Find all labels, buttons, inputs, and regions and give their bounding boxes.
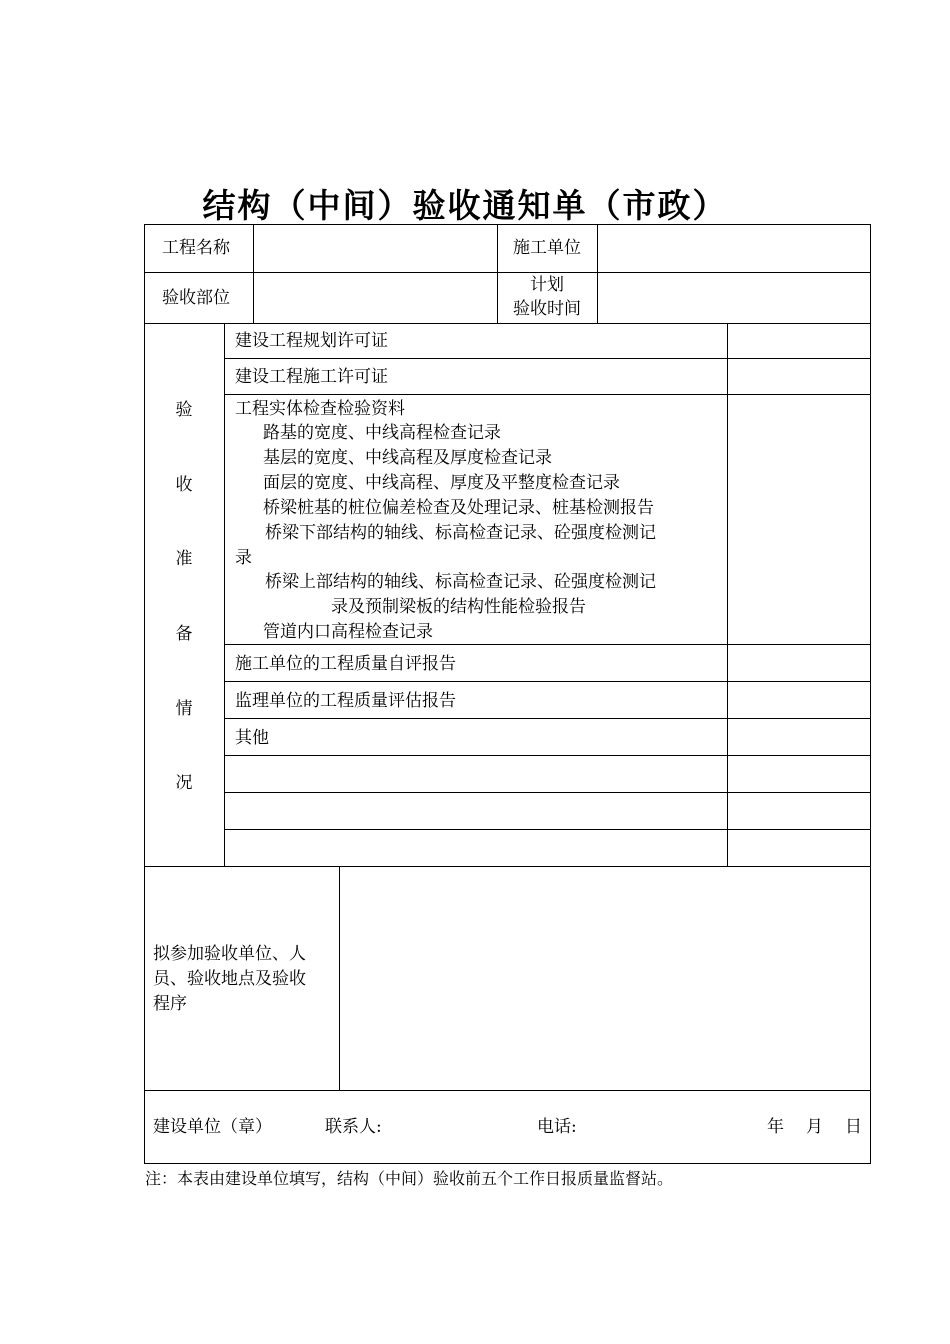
item-inspection-heading: 工程实体检查检验资料 <box>235 399 405 419</box>
inspection-line: 桥梁下部结构的轴线、标高检查记录、砼强度检测记 <box>265 523 656 543</box>
row-divider <box>144 1090 871 1091</box>
prep-side-label-char: 况 <box>175 773 193 793</box>
prep-side-label-char: 收 <box>175 475 193 495</box>
contractor-label: 施工单位 <box>513 238 581 258</box>
planned-time-label-line2: 验收时间 <box>513 299 581 319</box>
acceptance-part-label: 验收部位 <box>162 288 230 308</box>
inspection-line: 管道内口高程检查记录 <box>263 622 433 642</box>
acceptance-part-field[interactable] <box>254 273 497 323</box>
item-supervision-eval: 监理单位的工程质量评估报告 <box>235 691 456 711</box>
footnote: 注：本表由建设单位填写，结构（中间）验收前五个工作日报质量监督站。 <box>145 1169 674 1188</box>
blank-row[interactable] <box>225 756 870 792</box>
participants-label-line: 程序 <box>153 994 187 1014</box>
inspection-line: 面层的宽度、中线高程、厚度及平整度检查记录 <box>263 473 620 493</box>
blank-row[interactable] <box>225 830 870 866</box>
planned-time-field[interactable] <box>598 273 870 323</box>
owner-label: 建设单位（章） <box>153 1117 272 1137</box>
prep-side-label-char: 验 <box>175 400 193 420</box>
item-construction-permit: 建设工程施工许可证 <box>235 367 388 387</box>
item-other: 其他 <box>235 728 269 748</box>
contact-label: 联系人: <box>325 1117 382 1137</box>
inspection-line: 路基的宽度、中线高程检查记录 <box>263 423 501 443</box>
check-cell[interactable] <box>728 645 870 681</box>
inspection-line: 基层的宽度、中线高程及厚度检查记录 <box>263 448 552 468</box>
day-label: 日 <box>845 1117 862 1137</box>
year-label: 年 <box>767 1117 784 1137</box>
check-cell[interactable] <box>728 359 870 394</box>
check-cell[interactable] <box>728 324 870 358</box>
prep-side-label-char: 备 <box>175 624 193 644</box>
phone-label: 电话: <box>537 1117 577 1137</box>
prep-side-label-char: 情 <box>175 699 193 719</box>
prep-side-label-char: 准 <box>175 549 193 569</box>
blank-row[interactable] <box>225 793 870 829</box>
participants-field[interactable] <box>340 867 870 1090</box>
inspection-line: 录 <box>235 548 252 568</box>
check-cell[interactable] <box>728 719 870 755</box>
participants-label-line: 拟参加验收单位、人 <box>153 944 306 964</box>
item-planning-permit: 建设工程规划许可证 <box>235 331 388 351</box>
month-label: 月 <box>806 1117 823 1137</box>
check-cell[interactable] <box>728 395 870 644</box>
check-cell[interactable] <box>728 682 870 718</box>
inspection-line: 桥梁桩基的桩位偏差检查及处理记录、桩基检测报告 <box>263 498 654 518</box>
inspection-line: 桥梁上部结构的轴线、标高检查记录、砼强度检测记 <box>265 572 656 592</box>
participants-label-line: 员、验收地点及验收 <box>153 969 306 989</box>
project-name-field[interactable] <box>254 225 497 272</box>
planned-time-label-line1: 计划 <box>530 275 564 295</box>
inspection-line: 录及预制梁板的结构性能检验报告 <box>331 597 586 617</box>
project-name-label: 工程名称 <box>162 238 230 258</box>
item-self-eval: 施工单位的工程质量自评报告 <box>235 654 456 674</box>
page-title: 结构（中间）验收通知单（市政） <box>202 186 728 225</box>
contractor-field[interactable] <box>598 225 870 272</box>
